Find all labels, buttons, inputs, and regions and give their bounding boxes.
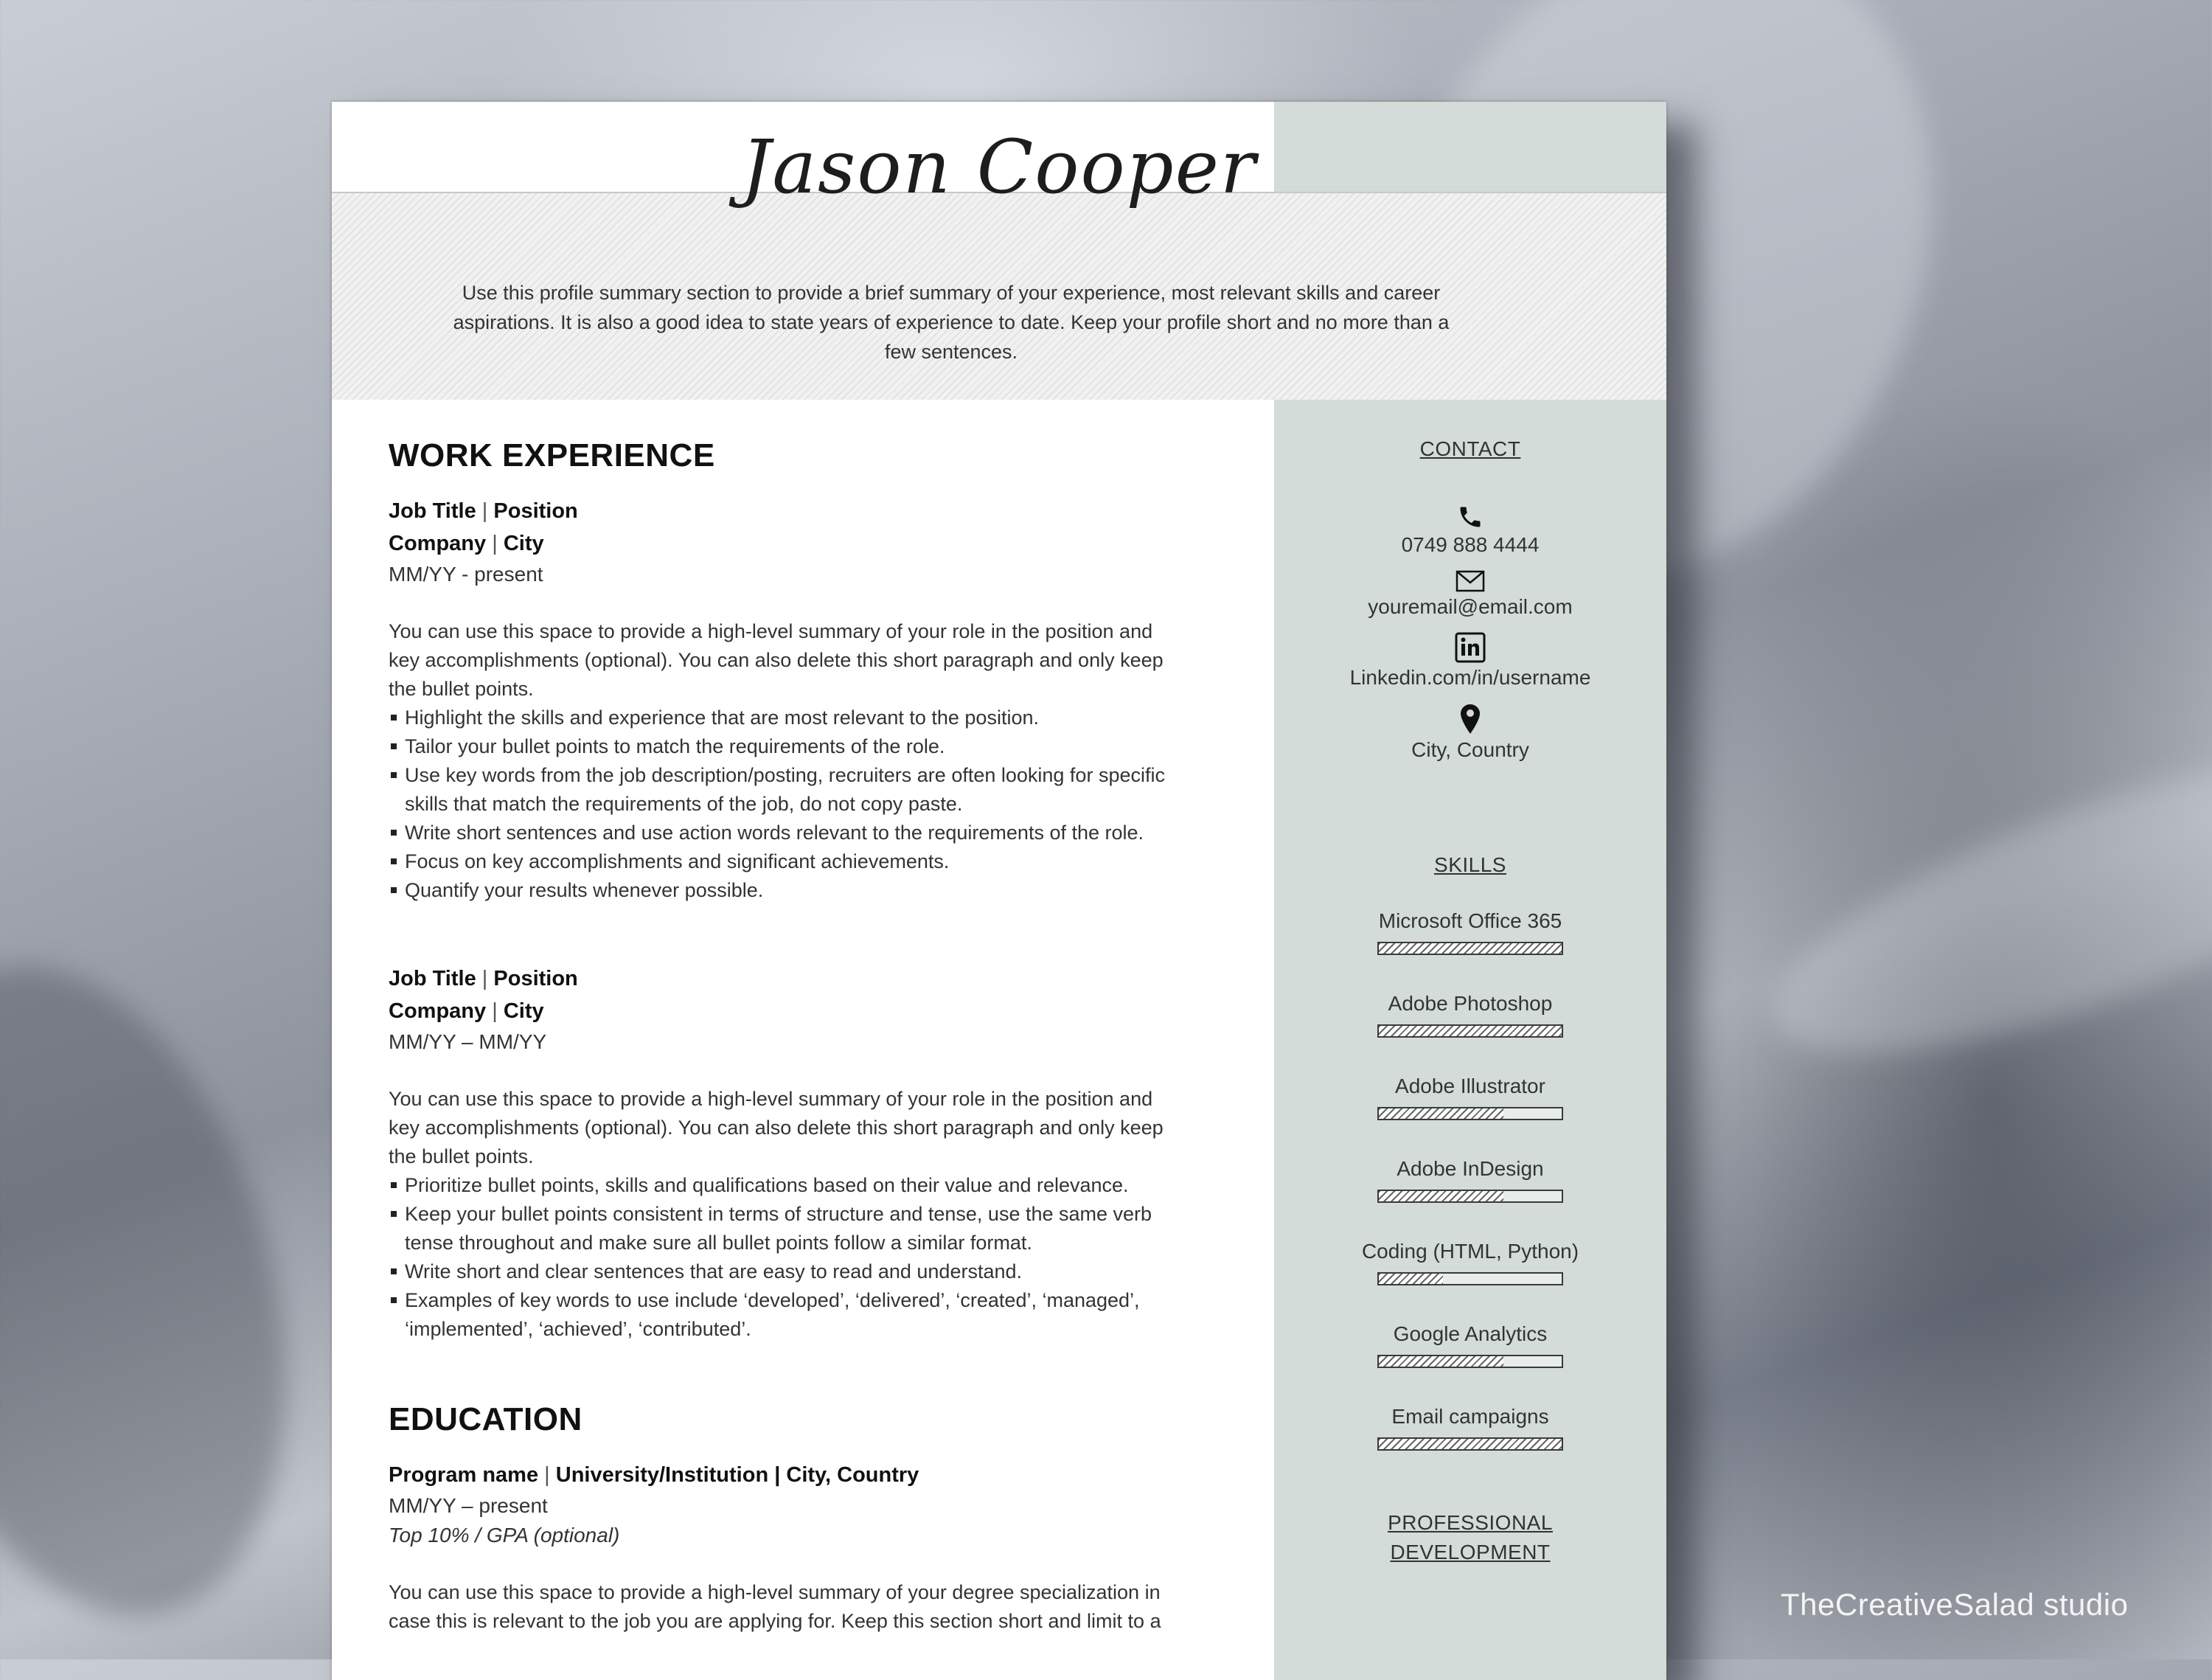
skill-item [1274,1237,1666,1285]
job-bullets [389,1171,1170,1344]
bullet-item: Examples of key words to use include ‘developed’, ‘delivered’, ‘created’, ‘managed’, ‘implemented’, ‘achieved’, ‘contributed’. [389,1286,1170,1344]
resume-page [332,102,1666,1680]
contact-location: City, Country [1411,738,1529,761]
bullet-item: Write short sentences and use action words relevant to the requirements of the role. [389,819,1170,847]
pd-heading-line: DEVELOPMENT [1390,1541,1551,1563]
profile-summary-band [332,192,1666,400]
bullet-item: Focus on key accomplishments and significant achievements. [389,847,1170,876]
pd-heading-line: PROFESSIONAL [1388,1511,1553,1534]
skill-level-bar [1377,1107,1563,1120]
work-experience-heading: WORK EXPERIENCE [389,437,715,473]
contact-heading: CONTACT [1419,437,1521,460]
program-name: Program name [389,1463,539,1487]
skill-level-bar [1377,1272,1563,1285]
skill-item [1274,989,1666,1038]
skills-list [1274,906,1666,1451]
sidebar-column [1274,437,1666,1567]
job-summary: You can use this space to provide a high-level summary of your role in the position and key accomplishments (optional). You can also delete this short paragraph and only keep the bullet points. [389,620,1164,700]
skill-name: Adobe InDesign [1397,1157,1544,1180]
skill-name: Adobe Illustrator [1395,1075,1545,1097]
bullet-item: Highlight the skills and experience that are most relevant to the position. [389,704,1170,732]
company-line: Company | City [389,532,544,555]
skills-heading: SKILLS [1434,853,1506,876]
skill-item [1274,1402,1666,1451]
skill-level-bar [1377,942,1563,955]
bullet-item: Use key words from the job description/posting, recruiters are often looking for specific skills that match the requirements of the job, do not copy paste. [389,761,1170,819]
education-program-line: Program name | University/Institution | City, Country [389,1463,919,1487]
job-position: Position [493,499,578,523]
skill-name: Google Analytics [1393,1322,1548,1345]
education-gpa: Top 10% / GPA (optional) [389,1524,620,1547]
job-bullets [389,704,1170,905]
skill-level-fill [1379,943,1562,954]
company-line: Company | City [389,999,544,1023]
bullet-item: Tailor your bullet points to match the requirements of the role. [389,732,1170,761]
job-title-line: Job Title | Position [389,499,578,523]
candidate-name: Jason Cooper [741,124,1257,210]
studio-watermark: TheCreativeSalad studio [1781,1587,2129,1622]
skill-level-bar [1377,1355,1563,1368]
education-summary: You can use this space to provide a high-level summary of your degree specialization in case this is relevant to the job you are applying for. Keep this section short and limit to a [389,1581,1161,1632]
job-dates: MM/YY - present [389,563,543,586]
skill-name: Adobe Photoshop [1388,992,1553,1015]
job-title: Job Title [389,499,476,523]
main-column [389,437,1170,1636]
linkedin-icon [1274,622,1666,663]
skill-level-fill [1379,1439,1562,1449]
institution-name: University/Institution | City, Country [555,1463,919,1487]
company-city: City [503,532,544,555]
job-summary: You can use this space to provide a high-level summary of your role in the position and key accomplishments (optional). You can also delete this short paragraph and only keep the bullet points. [389,1088,1164,1167]
profile-summary: Use this profile summary section to provide a brief summary of your experience, most relevant skills and career aspirations. It is also a good idea to state years of experience to date. Keep your profile short and no more than a few sentences. [453,282,1450,363]
skill-level-fill [1379,1191,1503,1201]
job-title: Job Title [389,967,476,990]
job-entry [389,962,1170,1344]
skill-level-fill [1379,1026,1562,1036]
skill-item [1274,906,1666,955]
company-name: Company [389,532,487,555]
skill-level-fill [1379,1108,1503,1119]
skill-level-bar [1377,1024,1563,1038]
location-pin-icon [1274,693,1666,735]
skill-name: Coding (HTML, Python) [1361,1240,1579,1263]
skill-level-fill [1379,1274,1443,1284]
job-title-line: Job Title | Position [389,967,578,990]
skill-item [1274,1319,1666,1368]
professional-development-heading [1274,1508,1666,1567]
contact-linkedin: Linkedin.com/in/username [1349,666,1591,689]
skill-level-bar [1377,1190,1563,1203]
bullet-item: Quantify your results whenever possible. [389,876,1170,905]
contact-phone: 0749 888 4444 [1401,533,1540,556]
skill-item [1274,1154,1666,1203]
company-city: City [503,999,544,1023]
skill-item [1274,1072,1666,1120]
contact-email: youremail@email.com [1368,595,1573,618]
mail-icon [1274,560,1666,592]
skill-level-bar [1377,1437,1563,1451]
bullet-item: Write short and clear sentences that are easy to read and understand. [389,1257,1170,1286]
phone-icon [1274,498,1666,530]
education-dates: MM/YY – present [389,1494,548,1517]
job-position: Position [493,967,578,990]
job-entry [389,495,1170,905]
bullet-item: Prioritize bullet points, skills and qualifications based on their value and relevance. [389,1171,1170,1200]
skill-level-fill [1379,1356,1503,1367]
skill-name: Email campaigns [1391,1405,1549,1428]
bullet-item: Keep your bullet points consistent in terms of structure and tense, use the same verb tense throughout and make sure all bullet points follow a similar format. [389,1200,1170,1257]
education-heading: EDUCATION [389,1401,582,1437]
company-name: Company [389,999,487,1023]
job-dates: MM/YY – MM/YY [389,1030,547,1053]
skill-name: Microsoft Office 365 [1378,909,1562,932]
